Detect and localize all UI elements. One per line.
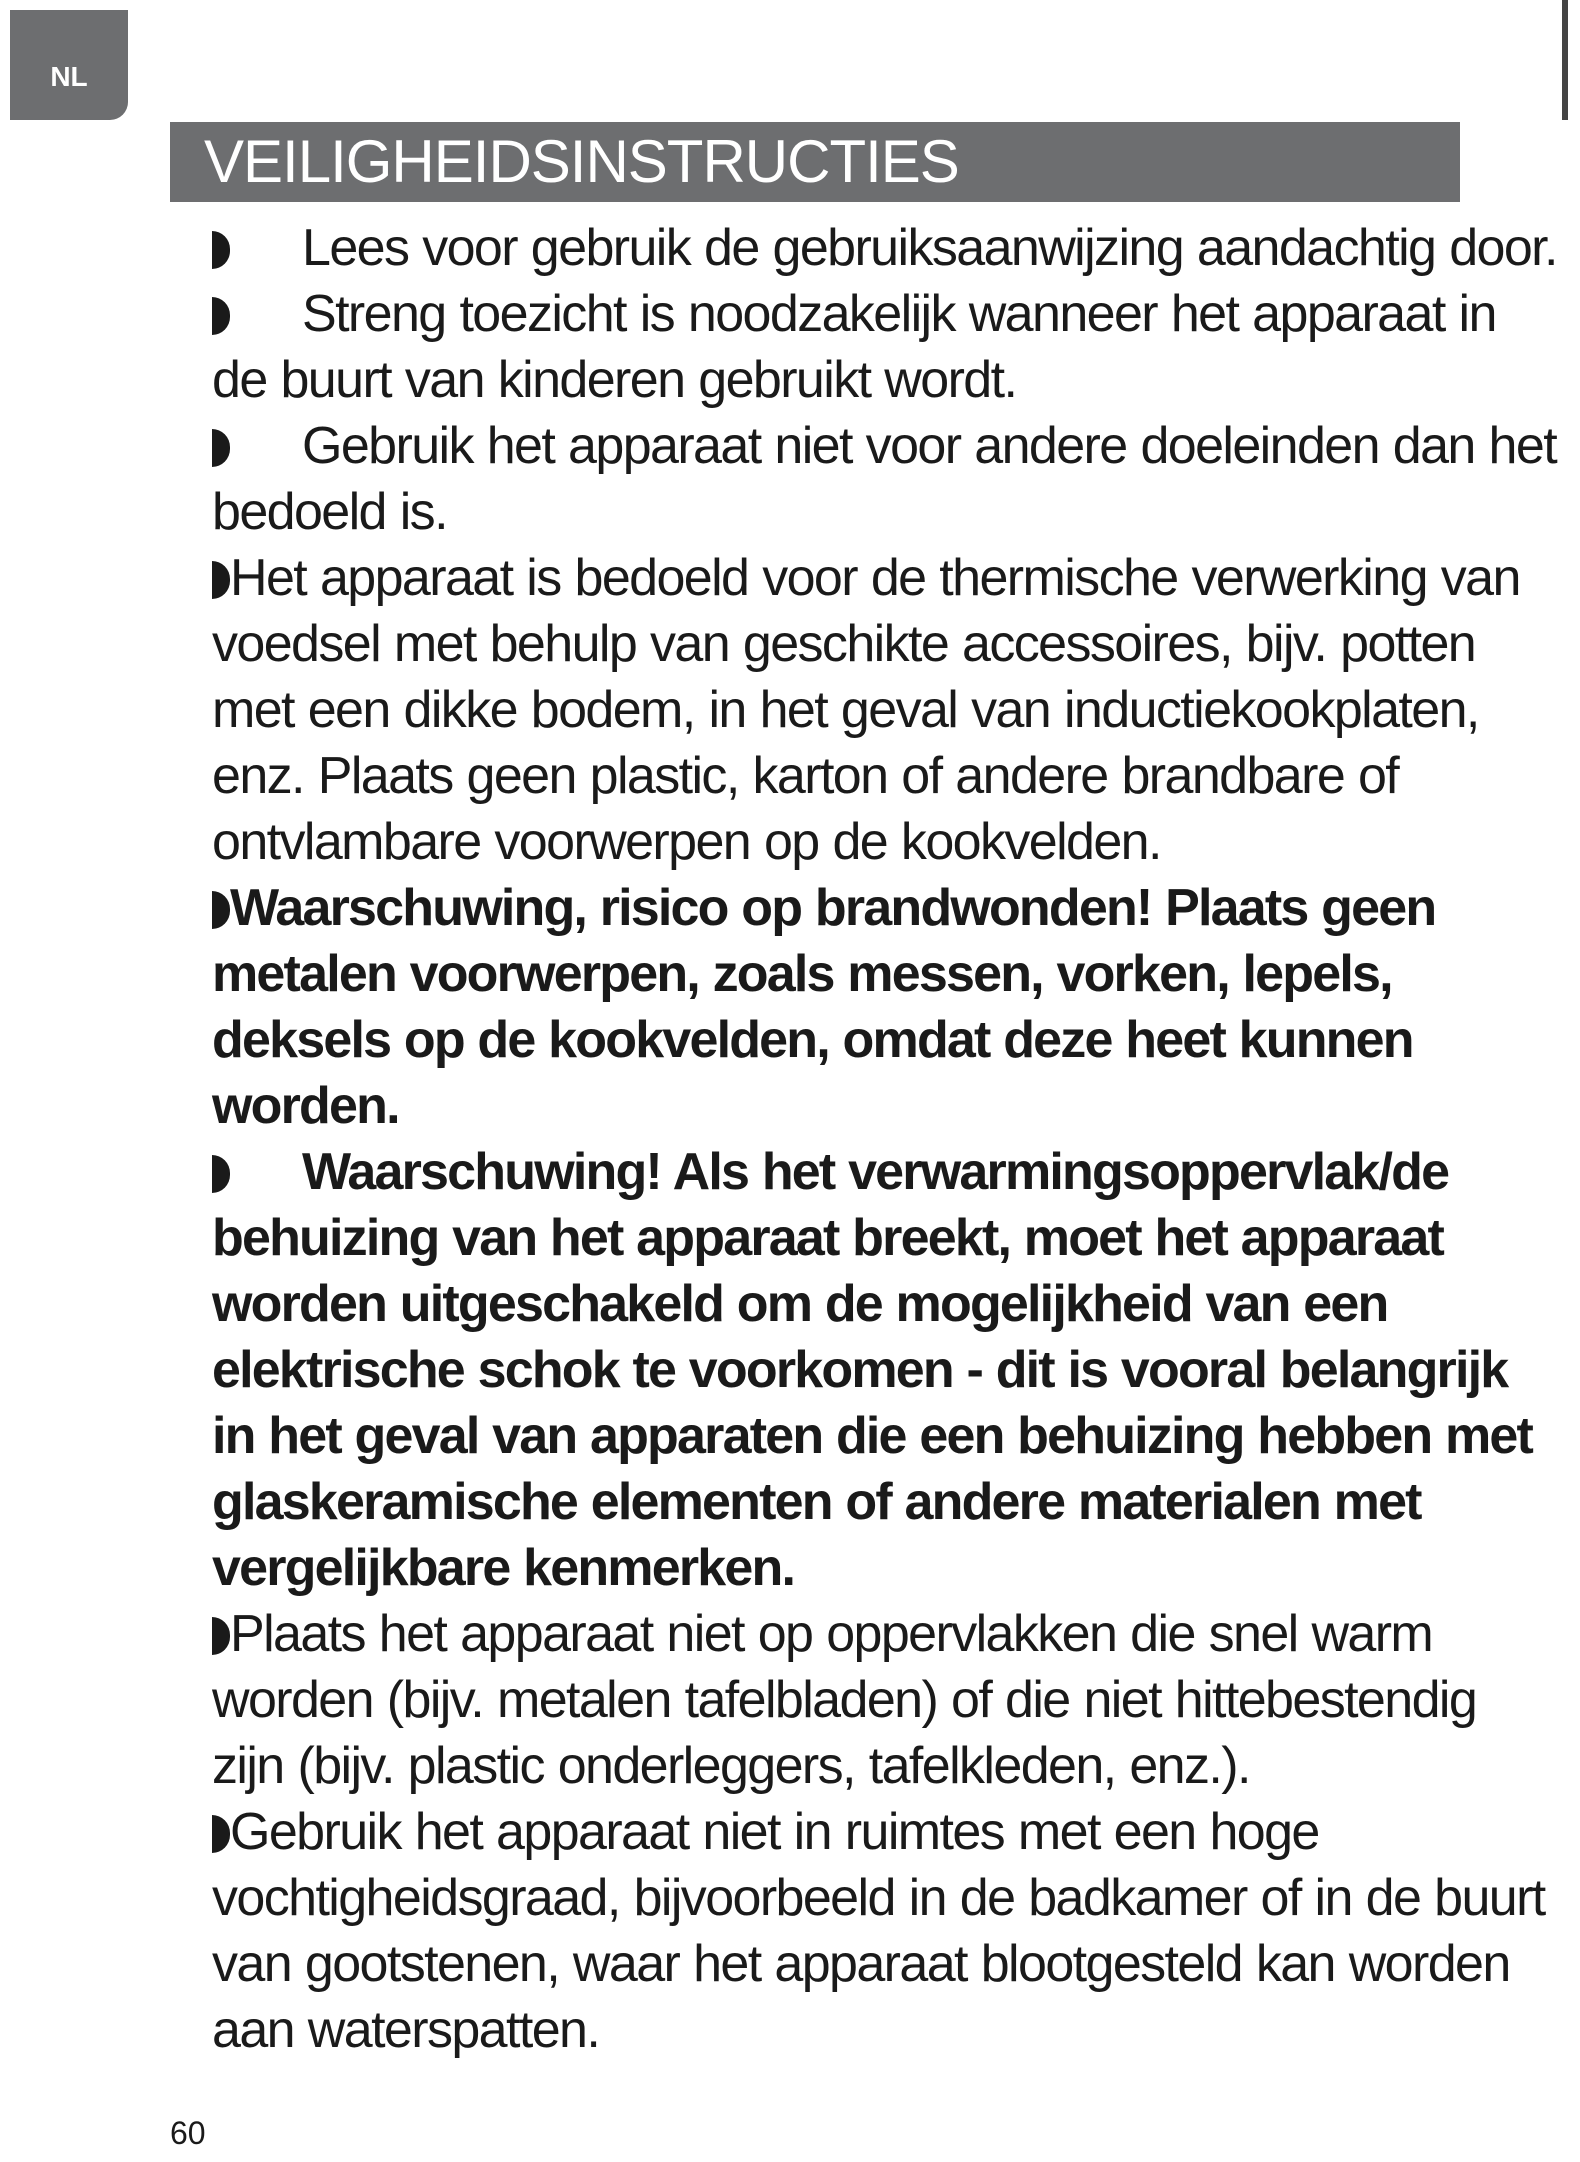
warning-text: Waarschuwing! Als het verwarmingsoppervlak/de behuizing van het apparaat breekt, moet het apparaat worden uitgeschakeld om de mogelijkheid van een elektrische schok te voorkomen - dit is vooral belangrijk in het geval van apparaten die een behuizing hebben met glaskeramische elementen of andere materialen met vergelijkbare kenmerken. bbox=[212, 1143, 1533, 1597]
bullet-icon bbox=[212, 891, 230, 929]
list-item bbox=[212, 1799, 1557, 2063]
bullet-icon bbox=[212, 429, 230, 467]
section-title: VEILIGHEIDSINSTRUCTIES bbox=[170, 122, 1460, 202]
safety-instructions-list bbox=[212, 215, 1557, 2063]
list-item-text: Het apparaat is bedoeld voor de thermische verwerking van voedsel met behulp van geschikte accessoires, bijv. potten met een dikke bodem, in het geval van inductiekookplaten, enz. Plaats geen plastic, karton of andere brandbare of ontvlambare voorwerpen op de kookvelden. bbox=[212, 549, 1520, 871]
bullet-icon bbox=[212, 297, 230, 335]
list-item-text: Gebruik het apparaat niet in ruimtes met een hoge vochtigheidsgraad, bijvoorbeeld in de badkamer of in de buurt van gootstenen, waar het apparaat blootgesteld kan worden aan waterspatten. bbox=[212, 1803, 1545, 2059]
list-item bbox=[212, 215, 1557, 281]
list-item bbox=[212, 545, 1557, 875]
list-item-text: Streng toezicht is noodzakelijk wanneer het apparaat in de buurt van kinderen gebruikt wordt. bbox=[212, 285, 1496, 409]
list-item bbox=[212, 1601, 1557, 1799]
warning-item bbox=[212, 1139, 1557, 1601]
page-number: 60 bbox=[170, 2115, 206, 2151]
bullet-icon bbox=[212, 231, 230, 269]
page-edge-mark bbox=[1562, 0, 1568, 120]
bullet-icon bbox=[212, 1617, 230, 1655]
list-item-text: Lees voor gebruik de gebruiksaanwijzing aandachtig door. bbox=[302, 219, 1557, 277]
list-item-text: Gebruik het apparaat niet voor andere doeleinden dan het bedoeld is. bbox=[212, 417, 1557, 541]
warning-text: Waarschuwing, risico op brandwonden! Plaats geen metalen voorwerpen, zoals messen, vorken, lepels, deksels op de kookvelden, omdat deze heet kunnen worden. bbox=[212, 879, 1436, 1135]
bullet-icon bbox=[212, 1155, 230, 1193]
language-tab bbox=[10, 10, 128, 120]
bullet-icon bbox=[212, 561, 230, 599]
language-tab-label: NL bbox=[50, 61, 88, 92]
list-item bbox=[212, 413, 1557, 545]
warning-item bbox=[212, 875, 1557, 1139]
bullet-icon bbox=[212, 1815, 230, 1853]
list-item bbox=[212, 281, 1557, 413]
list-item-text: Plaats het apparaat niet op oppervlakken die snel warm worden (bijv. metalen tafelbladen) of die niet hittebestendig zijn (bijv. plastic onderleggers, tafelkleden, enz.). bbox=[212, 1605, 1477, 1795]
